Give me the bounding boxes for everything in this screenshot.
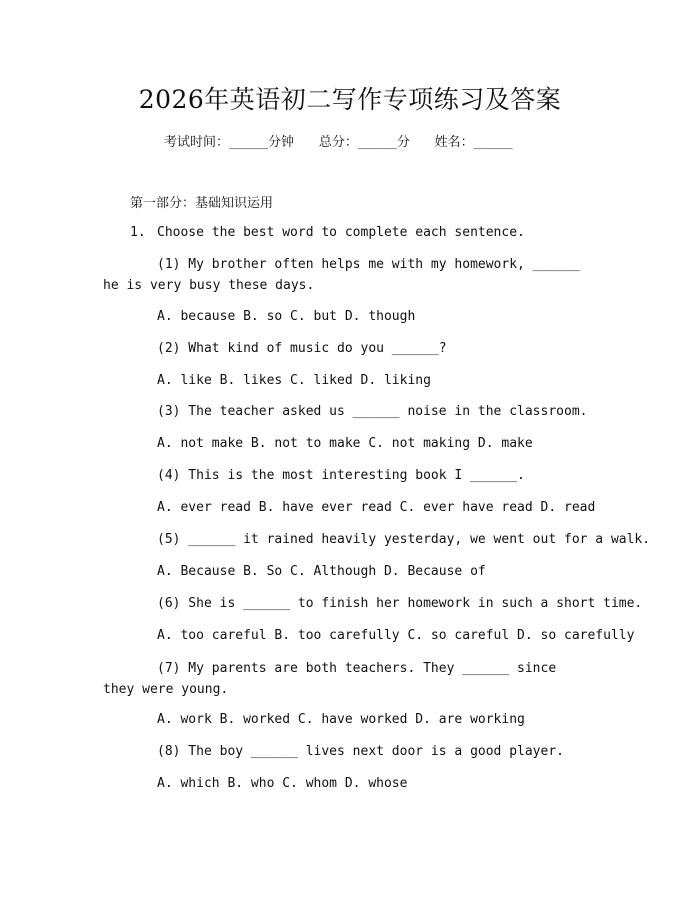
question-item-5-options: A. Because B. So C. Although D. Because of xyxy=(157,564,486,579)
total-score-field: 总分：______分 xyxy=(318,135,410,150)
question-item-2-stem: (2) What kind of music do you ______? xyxy=(157,341,447,356)
question-item-4-options: A. ever read B. have ever read C. ever have read D. read xyxy=(157,500,596,515)
document-title: 2026年英语初二写作专项练习及答案 xyxy=(138,85,562,114)
question-item-7-options: A. work B. worked C. have worked D. are working xyxy=(157,712,525,727)
question-instruction: Choose the best word to complete each sentence. xyxy=(157,225,525,240)
question-item-3-stem: (3) The teacher asked us ______ noise in the classroom. xyxy=(157,404,588,419)
question-item-4-stem: (4) This is the most interesting book I ______. xyxy=(157,468,525,483)
question-item-5-stem: (5) ______ it rained heavily yesterday, we went out for a walk. xyxy=(157,532,651,547)
exam-time-field: 考试时间：______分钟 xyxy=(164,135,295,150)
question-item-8-stem: (8) The boy ______ lives next door is a good player. xyxy=(157,744,564,759)
question-item-1-stem: (1) My brother often helps me with my homework, ______ he is very busy these days. xyxy=(103,257,580,293)
question-item-3-options: A. not make B. not to make C. not making D. make xyxy=(157,436,533,451)
question-item-2-options: A. like B. likes C. liked D. liking xyxy=(157,373,431,388)
question-item-1-options: A. because B. so C. but D. though xyxy=(157,309,416,324)
exam-info xyxy=(164,131,513,150)
question-item-6-options: A. too careful B. too carefully C. so careful D. so carefully xyxy=(157,628,635,643)
student-name-field: 姓名：______ xyxy=(434,135,513,150)
section-heading: 第一部分：基础知识运用 xyxy=(130,196,274,211)
question-number: 1. xyxy=(130,225,146,240)
question-item-7-stem: (7) My parents are both teachers. They ______ since they were young. xyxy=(103,661,557,697)
question-item-6-stem: (6) She is ______ to finish her homework in such a short time. xyxy=(157,596,643,611)
question-item-8-options: A. which B. who C. whom D. whose xyxy=(157,776,408,791)
